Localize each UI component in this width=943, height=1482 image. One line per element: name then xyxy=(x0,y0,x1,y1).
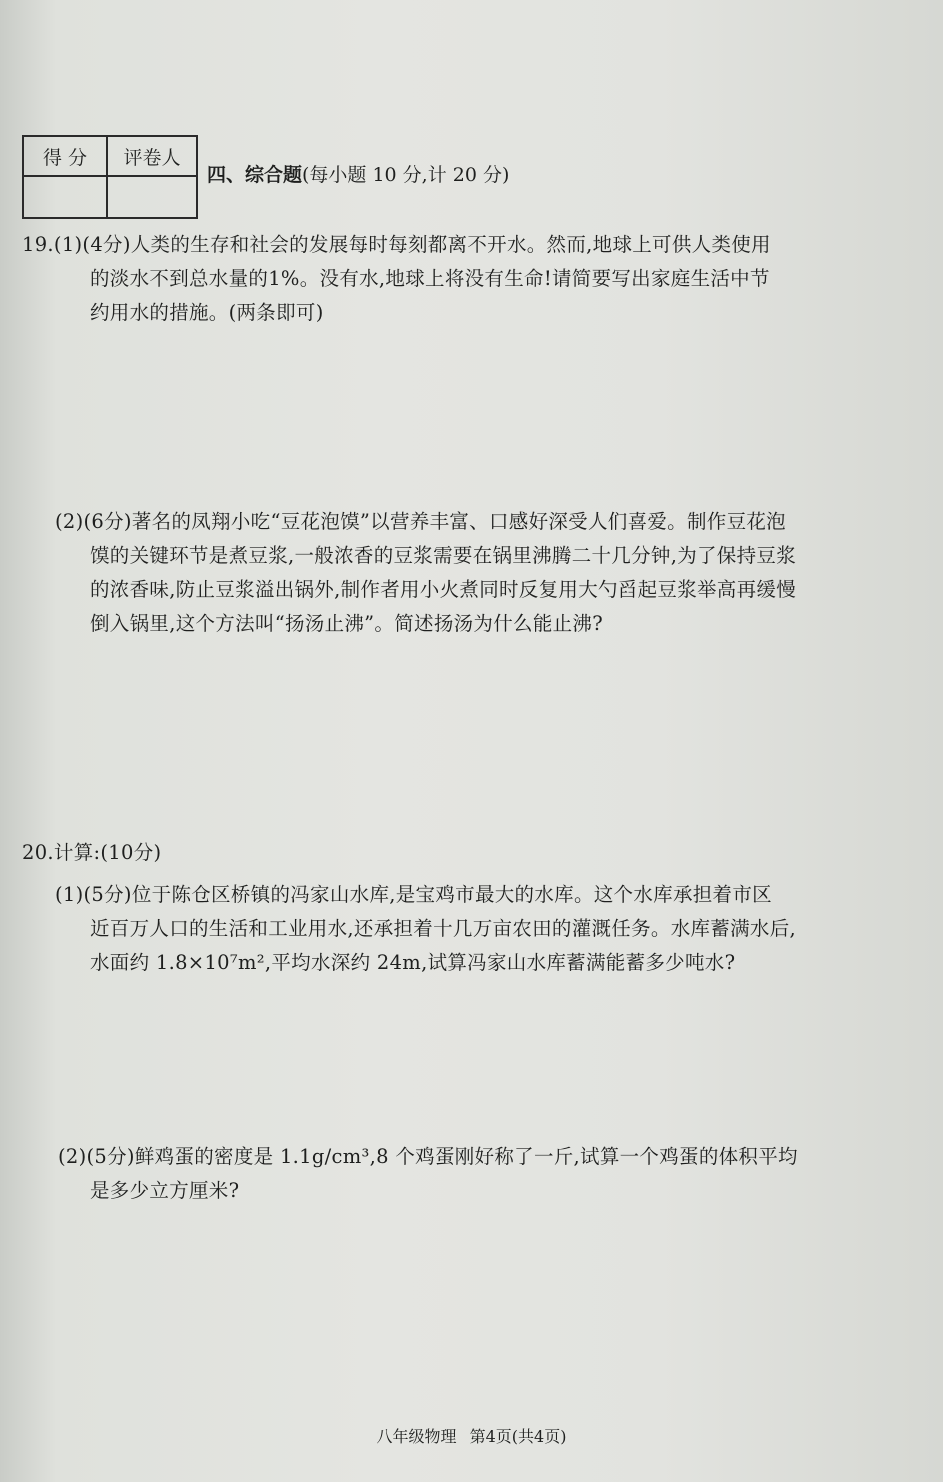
score-cell xyxy=(23,176,107,218)
grader-label: 评卷人 xyxy=(107,136,197,176)
q19-part2-line-4: 倒入锅里,这个方法叫“扬汤止沸”。简述扬汤为什么能止沸? xyxy=(90,612,603,635)
question-20-part-2 xyxy=(58,1140,878,1208)
question-20-part-1 xyxy=(55,878,875,980)
q19-part2-line-2: 馍的关键环节是煮豆浆,一般浓香的豆浆需要在锅里沸腾二十几分钟,为了保持豆浆 xyxy=(90,544,796,567)
section-heading: 四、综合题 xyxy=(207,164,303,186)
q20-part2-line-2: 是多少立方厘米? xyxy=(90,1179,240,1202)
q20-part1-line-2: 近百万人口的生活和工业用水,还承担着十几万亩农田的灌溉任务。水库蓄满水后, xyxy=(90,917,796,940)
score-label: 得 分 xyxy=(23,136,107,176)
section-note: (每小题 10 分,计 20 分) xyxy=(302,164,510,186)
question-19-part-1 xyxy=(22,228,842,330)
page-footer xyxy=(0,1424,943,1447)
q19-part2-line-1: (2)(6分)著名的凤翔小吃“豆花泡馍”以营养丰富、口感好深受人们喜爱。制作豆花泡 xyxy=(55,510,786,533)
q19-part1-line-2: 的淡水不到总水量的1%。没有水,地球上将没有生命!请简要写出家庭生活中节 xyxy=(90,267,770,290)
q20-part1-line-3: 水面约 1.8×10⁷m²,平均水深约 24m,试算冯家山水库蓄满能蓄多少吨水? xyxy=(90,951,736,974)
section-title xyxy=(207,160,509,187)
q20-part2-line-1: (2)(5分)鲜鸡蛋的密度是 1.1g/cm³,8 个鸡蛋刚好称了一斤,试算一个鸡蛋的体积平均 xyxy=(58,1145,798,1168)
q19-part1-line-3: 约用水的措施。(两条即可) xyxy=(90,301,324,324)
footer-subject: 八年级物理 xyxy=(376,1427,457,1446)
score-table xyxy=(22,135,198,219)
q19-part1-line-1: 19.(1)(4分)人类的生存和社会的发展每时每刻都离不开水。然而,地球上可供人类使用 xyxy=(22,233,771,256)
grader-cell xyxy=(107,176,197,218)
q19-part2-line-3: 的浓香味,防止豆浆溢出锅外,制作者用小火煮同时反复用大勺舀起豆浆举高再缓慢 xyxy=(90,578,796,601)
footer-page-number: 第4页(共4页) xyxy=(469,1427,567,1446)
question-20-title xyxy=(22,836,842,870)
question-19-part-2 xyxy=(55,505,875,641)
q20-title: 20.计算:(10分) xyxy=(22,841,162,864)
q20-part1-line-1: (1)(5分)位于陈仓区桥镇的冯家山水库,是宝鸡市最大的水库。这个水库承担着市区 xyxy=(55,883,772,906)
